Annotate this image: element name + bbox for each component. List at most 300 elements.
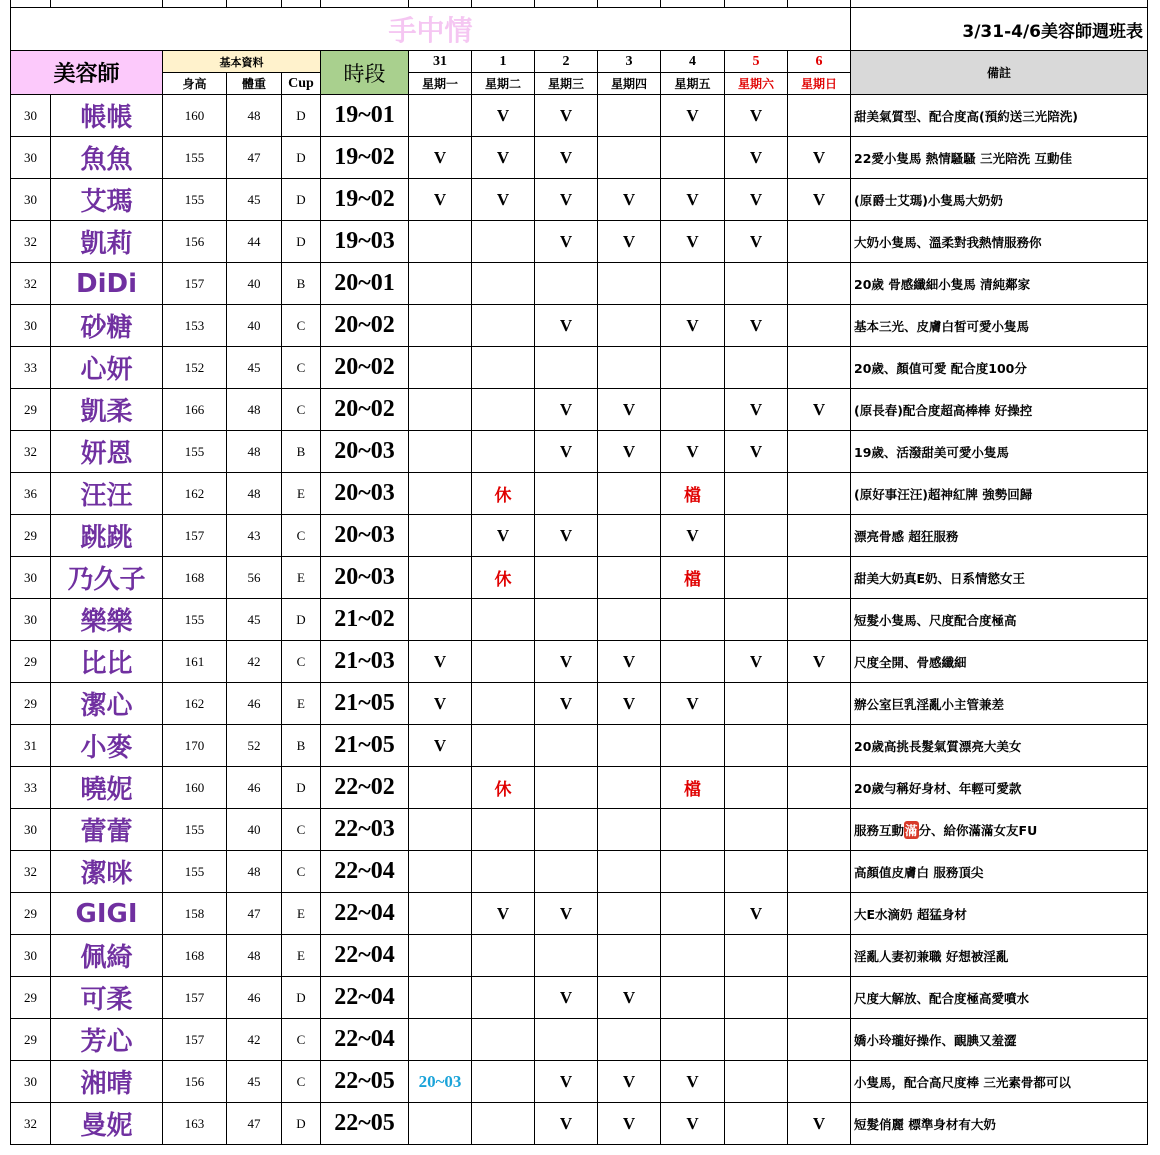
weight-cell: 43 — [227, 515, 282, 557]
schedule-cell: V — [725, 95, 788, 137]
stylist-name: 佩綺 — [51, 935, 163, 977]
weekday-label: 星期五 — [661, 73, 725, 95]
table-row — [11, 1019, 1148, 1061]
table-row — [11, 809, 1148, 851]
age-cell: 30 — [11, 557, 51, 599]
table-row — [11, 431, 1148, 473]
table-row — [11, 347, 1148, 389]
schedule-cell — [725, 1103, 788, 1145]
note-cell: (原爵士艾瑪)小隻馬大奶奶 — [851, 179, 1148, 221]
note-cell: 20歲勻稱好身材、年輕可愛款 — [851, 767, 1148, 809]
time-slot: 21~05 — [321, 683, 409, 725]
schedule-cell: V — [661, 515, 725, 557]
weekday-label: 星期三 — [535, 73, 598, 95]
schedule-cell: V — [725, 641, 788, 683]
schedule-cell: V — [535, 515, 598, 557]
schedule-cell: V — [788, 389, 851, 431]
time-slot: 21~05 — [321, 725, 409, 767]
height-cell: 155 — [163, 851, 227, 893]
schedule-cell: V — [409, 137, 472, 179]
cup-header: Cup — [282, 73, 321, 95]
schedule-cell: V — [598, 1061, 661, 1103]
schedule-cell — [598, 809, 661, 851]
schedule-cell — [409, 305, 472, 347]
note-cell: 20歲、顏值可愛 配合度100分 — [851, 347, 1148, 389]
time-slot: 20~01 — [321, 263, 409, 305]
schedule-cell — [409, 515, 472, 557]
weekday-label: 星期四 — [598, 73, 661, 95]
schedule-cell: V — [535, 1103, 598, 1145]
note-cell: 小隻馬，配合高尺度棒 三光素骨都可以 — [851, 1061, 1148, 1103]
schedule-cell: V — [788, 137, 851, 179]
table-row — [11, 893, 1148, 935]
note-cell: 基本三光、皮膚白皙可愛小隻馬 — [851, 305, 1148, 347]
stylist-name: 樂樂 — [51, 599, 163, 641]
stylist-name: 凱柔 — [51, 389, 163, 431]
schedule-cell — [788, 809, 851, 851]
table-row — [11, 137, 1148, 179]
schedule-cell — [661, 725, 725, 767]
weight-cell: 40 — [227, 263, 282, 305]
schedule-cell — [788, 893, 851, 935]
time-slot: 22~05 — [321, 1103, 409, 1145]
weight-cell: 45 — [227, 599, 282, 641]
schedule-cell — [788, 683, 851, 725]
schedule-cell: V — [535, 977, 598, 1019]
table-row — [11, 179, 1148, 221]
height-cell: 156 — [163, 1061, 227, 1103]
schedule-cell — [409, 977, 472, 1019]
note-cell: 嬌小玲瓏好操作、靦腆又羞澀 — [851, 1019, 1148, 1061]
schedule-cell — [788, 599, 851, 641]
schedule-cell — [661, 599, 725, 641]
time-slot: 20~03 — [321, 431, 409, 473]
schedule-cell — [598, 557, 661, 599]
schedule-cell — [725, 809, 788, 851]
weight-cell: 44 — [227, 221, 282, 263]
schedule-cell: V — [725, 179, 788, 221]
schedule-cell — [725, 683, 788, 725]
day-number: 31 — [409, 51, 472, 73]
schedule-cell: V — [661, 221, 725, 263]
weekday-label: 星期二 — [472, 73, 535, 95]
schedule-cell — [661, 347, 725, 389]
schedule-cell — [725, 1061, 788, 1103]
schedule-cell: 20~03 — [409, 1061, 472, 1103]
age-cell: 29 — [11, 977, 51, 1019]
schedule-cell — [725, 347, 788, 389]
table-row — [11, 305, 1148, 347]
schedule-cell — [535, 263, 598, 305]
cup-cell: C — [282, 1061, 321, 1103]
note-cell: 尺度大解放、配合度極高愛噴水 — [851, 977, 1148, 1019]
schedule-cell — [409, 1103, 472, 1145]
schedule-cell — [472, 851, 535, 893]
schedule-cell — [788, 557, 851, 599]
cup-cell: D — [282, 1103, 321, 1145]
table-row — [11, 641, 1148, 683]
schedule-cell: 休 — [472, 557, 535, 599]
schedule-cell — [788, 221, 851, 263]
height-cell: 155 — [163, 137, 227, 179]
weight-cell: 47 — [227, 1103, 282, 1145]
schedule-cell: V — [661, 305, 725, 347]
height-cell: 162 — [163, 683, 227, 725]
age-cell: 32 — [11, 851, 51, 893]
schedule-cell — [788, 95, 851, 137]
schedule-cell — [725, 599, 788, 641]
height-cell: 163 — [163, 1103, 227, 1145]
schedule-cell — [535, 725, 598, 767]
schedule-cell — [472, 305, 535, 347]
age-cell: 30 — [11, 809, 51, 851]
time-slot: 22~04 — [321, 851, 409, 893]
stylist-name: 潔咪 — [51, 851, 163, 893]
schedule-cell: V — [409, 179, 472, 221]
stylist-name: 芳心 — [51, 1019, 163, 1061]
height-cell: 157 — [163, 977, 227, 1019]
stylist-name: 跳跳 — [51, 515, 163, 557]
cup-cell: E — [282, 473, 321, 515]
height-cell: 158 — [163, 893, 227, 935]
height-cell: 157 — [163, 263, 227, 305]
schedule-cell — [409, 767, 472, 809]
schedule-cell — [788, 935, 851, 977]
time-slot: 21~03 — [321, 641, 409, 683]
schedule-cell: V — [535, 95, 598, 137]
note-cell: 大E水滴奶 超猛身材 — [851, 893, 1148, 935]
stylist-name: 凱莉 — [51, 221, 163, 263]
weight-cell: 48 — [227, 389, 282, 431]
schedule-cell — [409, 221, 472, 263]
schedule-cell: V — [409, 683, 472, 725]
schedule-cell — [598, 137, 661, 179]
cup-cell: E — [282, 935, 321, 977]
schedule-cell — [598, 725, 661, 767]
stylist-name: 乃久子 — [51, 557, 163, 599]
note-cell: 22愛小隻馬 熱情騷騷 三光陪洗 互動佳 — [851, 137, 1148, 179]
schedule-cell — [598, 767, 661, 809]
schedule-cell — [409, 95, 472, 137]
time-slot: 19~03 — [321, 221, 409, 263]
stylist-name: DiDi — [51, 263, 163, 305]
stylist-name: 汪汪 — [51, 473, 163, 515]
cup-cell: C — [282, 851, 321, 893]
time-slot: 19~02 — [321, 137, 409, 179]
weight-cell: 45 — [227, 347, 282, 389]
schedule-cell: V — [725, 893, 788, 935]
schedule-cell — [472, 977, 535, 1019]
stylist-name: 蕾蕾 — [51, 809, 163, 851]
schedule-cell: V — [661, 683, 725, 725]
schedule-cell — [598, 473, 661, 515]
schedule-cell — [472, 389, 535, 431]
note-cell: 短髮小隻馬、尺度配合度極高 — [851, 599, 1148, 641]
weekday-label: 星期日 — [788, 73, 851, 95]
cup-cell: B — [282, 263, 321, 305]
schedule-cell — [788, 347, 851, 389]
cup-cell: C — [282, 1019, 321, 1061]
height-cell: 155 — [163, 809, 227, 851]
full-score-badge: 滿 — [905, 822, 918, 838]
note-cell: 尺度全開、骨感纖細 — [851, 641, 1148, 683]
schedule-cell — [661, 641, 725, 683]
stylist-name: 可柔 — [51, 977, 163, 1019]
note-cell: 大奶小隻馬、溫柔對我熱情服務你 — [851, 221, 1148, 263]
schedule-cell: V — [535, 641, 598, 683]
slot-header: 時段 — [321, 51, 409, 95]
schedule-cell — [472, 431, 535, 473]
table-row — [11, 935, 1148, 977]
week-title: 3/31-4/6美容師週班表 — [851, 8, 1148, 51]
age-cell: 31 — [11, 725, 51, 767]
table-row — [11, 515, 1148, 557]
day-number: 5 — [725, 51, 788, 73]
schedule-cell — [472, 263, 535, 305]
day-number: 6 — [788, 51, 851, 73]
table-row — [11, 599, 1148, 641]
schedule-cell: V — [661, 95, 725, 137]
weight-cell: 46 — [227, 683, 282, 725]
stylist-name: 湘晴 — [51, 1061, 163, 1103]
cup-cell: C — [282, 515, 321, 557]
schedule-cell: V — [661, 1061, 725, 1103]
schedule-cell — [725, 1019, 788, 1061]
stylist-name: 小麥 — [51, 725, 163, 767]
schedule-cell: 休 — [472, 473, 535, 515]
schedule-cell — [725, 515, 788, 557]
time-slot: 19~02 — [321, 179, 409, 221]
height-cell: 168 — [163, 557, 227, 599]
schedule-cell: V — [598, 389, 661, 431]
time-slot: 22~04 — [321, 893, 409, 935]
schedule-cell — [535, 473, 598, 515]
schedule-cell — [409, 809, 472, 851]
day-number: 1 — [472, 51, 535, 73]
schedule-cell — [788, 431, 851, 473]
height-cell: 156 — [163, 221, 227, 263]
age-cell: 32 — [11, 1103, 51, 1145]
note-cell: 甜美大奶真E奶、日系情慾女王 — [851, 557, 1148, 599]
schedule-cell: V — [535, 1061, 598, 1103]
cup-cell: C — [282, 389, 321, 431]
weight-cell: 40 — [227, 305, 282, 347]
age-cell: 36 — [11, 473, 51, 515]
schedule-cell — [535, 347, 598, 389]
weight-cell: 45 — [227, 1061, 282, 1103]
schedule-cell — [788, 305, 851, 347]
age-cell: 30 — [11, 599, 51, 641]
schedule-cell — [598, 935, 661, 977]
weekday-label: 星期六 — [725, 73, 788, 95]
height-cell: 155 — [163, 431, 227, 473]
schedule-cell — [409, 851, 472, 893]
schedule-cell: V — [535, 305, 598, 347]
schedule-cell — [535, 599, 598, 641]
schedule-cell: V — [661, 1103, 725, 1145]
weight-cell: 42 — [227, 641, 282, 683]
note-cell: 20歲 骨感纖細小隻馬 清純鄰家 — [851, 263, 1148, 305]
age-cell: 30 — [11, 1061, 51, 1103]
schedule-cell — [788, 977, 851, 1019]
schedule-cell — [598, 305, 661, 347]
age-cell: 30 — [11, 95, 51, 137]
table-row — [11, 851, 1148, 893]
time-slot: 20~03 — [321, 515, 409, 557]
brand-title: 手中情 — [11, 8, 851, 51]
table-row — [11, 683, 1148, 725]
cup-cell: D — [282, 767, 321, 809]
note-text: 分、給你滿滿女友FU — [918, 822, 1038, 838]
age-cell: 30 — [11, 935, 51, 977]
schedule-cell: V — [788, 641, 851, 683]
schedule-cell: 休 — [472, 767, 535, 809]
cup-cell: C — [282, 347, 321, 389]
cup-cell: D — [282, 137, 321, 179]
schedule-cell — [661, 809, 725, 851]
schedule-cell — [472, 935, 535, 977]
table-row — [11, 557, 1148, 599]
schedule-cell: V — [535, 179, 598, 221]
time-slot: 21~02 — [321, 599, 409, 641]
weight-cell: 46 — [227, 977, 282, 1019]
age-cell: 29 — [11, 1019, 51, 1061]
age-cell: 29 — [11, 515, 51, 557]
time-slot: 22~04 — [321, 935, 409, 977]
time-slot: 22~03 — [321, 809, 409, 851]
schedule-cell — [535, 935, 598, 977]
schedule-cell — [788, 767, 851, 809]
schedule-cell — [409, 347, 472, 389]
cup-cell: B — [282, 725, 321, 767]
schedule-cell — [788, 473, 851, 515]
schedule-cell — [472, 1103, 535, 1145]
stylist-name: GIGI — [51, 893, 163, 935]
cup-cell: D — [282, 221, 321, 263]
schedule-cell: V — [725, 389, 788, 431]
age-cell: 32 — [11, 431, 51, 473]
table-row — [11, 1103, 1148, 1145]
stylist-name: 比比 — [51, 641, 163, 683]
age-cell: 32 — [11, 221, 51, 263]
time-slot: 20~02 — [321, 347, 409, 389]
schedule-cell: V — [661, 431, 725, 473]
schedule-cell: V — [725, 305, 788, 347]
schedule-cell — [725, 725, 788, 767]
age-cell: 30 — [11, 137, 51, 179]
schedule-cell — [788, 725, 851, 767]
schedule-cell: 檔 — [661, 557, 725, 599]
schedule-cell: V — [598, 221, 661, 263]
cup-cell: E — [282, 683, 321, 725]
height-cell: 170 — [163, 725, 227, 767]
schedule-cell — [535, 1019, 598, 1061]
schedule-cell — [598, 515, 661, 557]
schedule-cell — [788, 1019, 851, 1061]
schedule-cell — [725, 263, 788, 305]
note-cell: (原長春)配合度超高棒棒 好操控 — [851, 389, 1148, 431]
schedule-cell — [472, 599, 535, 641]
table-row — [11, 977, 1148, 1019]
cup-cell: C — [282, 809, 321, 851]
schedule-cell — [788, 1061, 851, 1103]
schedule-cell: V — [409, 725, 472, 767]
age-cell: 33 — [11, 347, 51, 389]
schedule-cell — [661, 893, 725, 935]
schedule-cell — [472, 809, 535, 851]
time-slot: 19~01 — [321, 95, 409, 137]
height-cell: 153 — [163, 305, 227, 347]
schedule-table — [10, 0, 1148, 1145]
schedule-cell — [472, 347, 535, 389]
schedule-cell — [661, 1019, 725, 1061]
height-cell: 161 — [163, 641, 227, 683]
weight-cell: 56 — [227, 557, 282, 599]
weight-cell: 40 — [227, 809, 282, 851]
cup-cell: D — [282, 179, 321, 221]
table-row — [11, 473, 1148, 515]
schedule-cell — [535, 851, 598, 893]
cup-cell: E — [282, 557, 321, 599]
age-cell: 30 — [11, 305, 51, 347]
height-cell: 155 — [163, 179, 227, 221]
schedule-cell: V — [788, 1103, 851, 1145]
notes-header: 備註 — [851, 51, 1148, 95]
stylist-name: 帳帳 — [51, 95, 163, 137]
stylist-name: 曉妮 — [51, 767, 163, 809]
time-slot: 20~03 — [321, 473, 409, 515]
weight-cell: 52 — [227, 725, 282, 767]
note-cell: 漂亮骨感 超狂服務 — [851, 515, 1148, 557]
schedule-cell: V — [598, 641, 661, 683]
schedule-cell — [725, 977, 788, 1019]
height-cell: 168 — [163, 935, 227, 977]
schedule-cell: V — [598, 977, 661, 1019]
schedule-cell: V — [535, 389, 598, 431]
weight-cell: 45 — [227, 179, 282, 221]
age-cell: 32 — [11, 263, 51, 305]
table-row — [11, 1061, 1148, 1103]
weight-cell: 47 — [227, 137, 282, 179]
stylist-name: 砂糖 — [51, 305, 163, 347]
schedule-cell: V — [409, 641, 472, 683]
schedule-cell — [661, 851, 725, 893]
schedule-cell — [535, 809, 598, 851]
schedule-cell — [725, 851, 788, 893]
schedule-cell — [661, 137, 725, 179]
schedule-cell — [535, 767, 598, 809]
schedule-cell — [598, 599, 661, 641]
note-cell: 19歲、活潑甜美可愛小隻馬 — [851, 431, 1148, 473]
weekday-label: 星期一 — [409, 73, 472, 95]
table-row — [11, 767, 1148, 809]
height-cell: 155 — [163, 599, 227, 641]
schedule-cell: V — [535, 683, 598, 725]
note-cell — [851, 809, 1148, 851]
height-cell: 157 — [163, 515, 227, 557]
schedule-cell — [598, 1019, 661, 1061]
day-number: 3 — [598, 51, 661, 73]
stylist-name: 妍恩 — [51, 431, 163, 473]
time-slot: 20~02 — [321, 389, 409, 431]
table-row — [11, 389, 1148, 431]
weight-cell: 48 — [227, 851, 282, 893]
cup-cell: B — [282, 431, 321, 473]
stylist-name: 心妍 — [51, 347, 163, 389]
day-number: 4 — [661, 51, 725, 73]
schedule-cell — [725, 935, 788, 977]
schedule-cell: V — [598, 179, 661, 221]
